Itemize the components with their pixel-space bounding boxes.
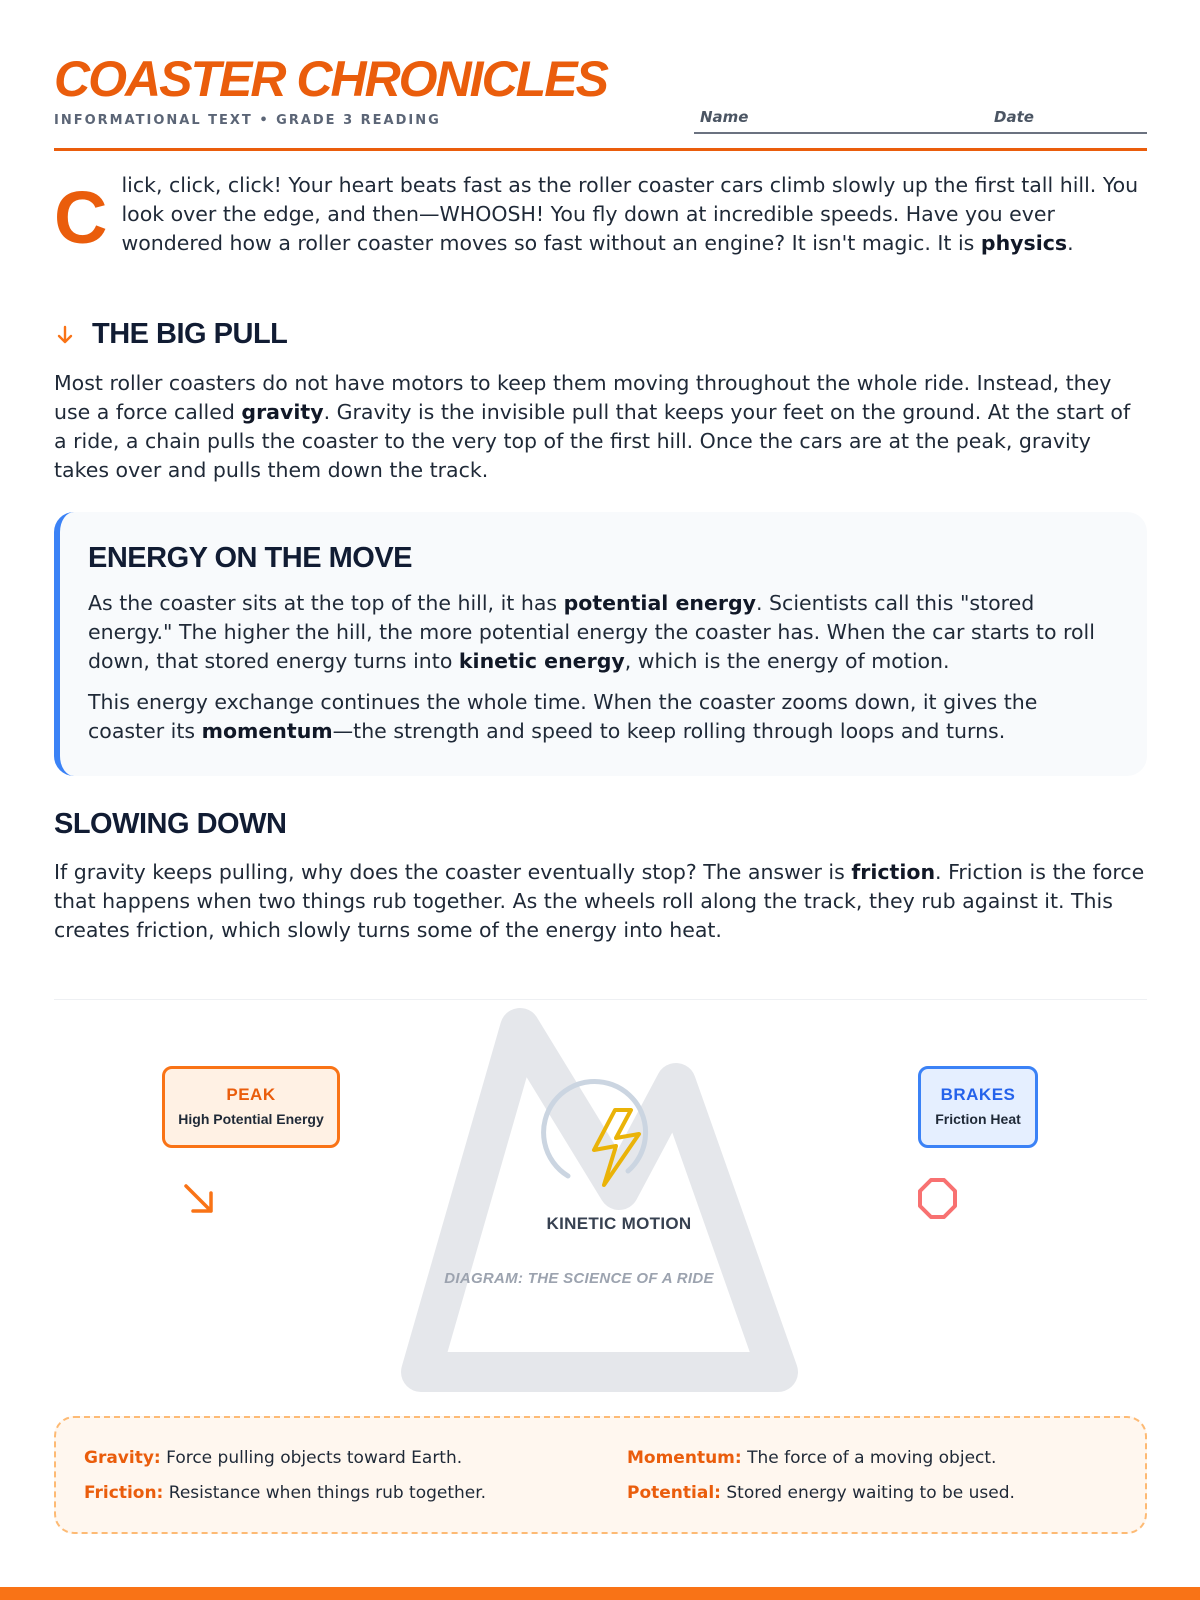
slowing-down-paragraph [54,858,1147,945]
glossary-item [84,1483,486,1503]
slowing-text-2: . Friction is the force that happens when two things rub together. As the wheels roll along the track, they rub against it. This creates friction, which slowly turns some of the energy into heat. [54,860,1145,942]
intro-paragraph [54,171,1147,258]
energy-p1-bold-1: potential energy [563,591,757,615]
brakes-card [918,1066,1038,1148]
energy-p1-text-3: , which is the energy of motion. [624,649,950,673]
glossary-item [627,1448,996,1468]
peak-title: PEAK [226,1085,276,1104]
glossary-term: Potential: [627,1483,721,1503]
big-pull-paragraph [54,369,1147,485]
coaster-track-graphic [54,1000,1147,1400]
arrow-down-right-icon [186,1186,211,1211]
date-field[interactable] [988,108,1147,134]
stop-octagon-icon [920,1180,955,1217]
glossary-term: Gravity: [84,1448,161,1468]
brakes-title: BRAKES [940,1085,1016,1104]
energy-p2-text-1: This energy exchange continues the whole time. When the coaster zooms down, it gives the coaster its [88,690,1038,743]
intro-end: . [1067,231,1074,255]
energy-p2-text-2: —the strength and speed to keep rolling through loops and turns. [332,719,1006,743]
name-field[interactable] [694,108,1014,134]
energy-paragraph-1 [88,589,1113,676]
glossary-definition: Force pulling objects toward Earth. [166,1448,463,1468]
energy-callout [54,512,1147,776]
energy-p1-bold-2: kinetic energy [458,649,625,673]
energy-p1-text-2: . Scientists call this "stored energy." The higher the hill, the more potential energy the coaster has. When the car starts to roll down, that stored energy turns into [88,591,1095,673]
brakes-subtitle: Friction Heat [935,1111,1021,1127]
glossary-term: Momentum: [627,1448,742,1468]
big-pull-heading: THE BIG PULL [92,318,288,350]
intro-bold-term: physics [980,231,1068,255]
diagram-caption: DIAGRAM: THE SCIENCE OF A RIDE [444,1270,714,1287]
energy-p1-text-1: As the coaster sits at the top of the hill, it has [88,591,564,615]
glossary-term: Friction: [84,1483,164,1503]
intro-text: lick, click, click! Your heart beats fast as the roller coaster cars climb slowly up the first tall hill. You look over the edge, and then—WHOOSH! You fly down at incredible speeds. Have you ever wondered how a roller coaster moves so fast without an engine? It isn't magic. It is [121,173,1139,255]
glossary-box [54,1416,1147,1534]
glossary-item [627,1483,1015,1503]
peak-card [162,1066,340,1148]
page-subtitle: INFORMATIONAL TEXT • GRADE 3 READING [54,113,441,128]
header-divider [54,148,1147,151]
slowing-bold: friction [851,860,936,884]
footer-bar [0,1587,1200,1600]
date-label: Date [994,108,1034,126]
slowing-text-1: If gravity keeps pulling, why does the coaster eventually stop? The answer is [54,860,852,884]
energy-heading: ENERGY ON THE MOVE [88,542,413,574]
section-heading-big-pull [54,318,287,351]
energy-p2-bold: momentum [201,719,333,743]
slowing-down-heading: SLOWING DOWN [54,808,287,840]
peak-subtitle: High Potential Energy [178,1111,324,1127]
ride-diagram [54,1000,1147,1400]
kinetic-motion-label: KINETIC MOTION [546,1214,692,1233]
energy-paragraph-2 [88,688,1113,746]
glossary-definition: Stored energy waiting to be used. [726,1483,1015,1503]
drop-cap: C [54,176,108,259]
big-pull-text-2: . Gravity is the invisible pull that keeps your feet on the ground. At the start of a ride, a chain pulls the coaster to the very top of the first hill. Once the cars are at the peak, gravity takes over and pulls them down the track. [54,400,1131,482]
glossary-definition: Resistance when things rub together. [168,1483,487,1503]
arrow-down-icon [54,324,76,346]
glossary-definition: The force of a moving object. [747,1448,997,1468]
page-title: COASTER CHRONICLES [54,51,607,107]
glossary-item [84,1448,462,1468]
name-label: Name [700,108,749,126]
big-pull-bold: gravity [241,400,324,424]
big-pull-text-1: Most roller coasters do not have motors to keep them moving throughout the whole ride. Instead, they use a force called [54,371,1112,424]
